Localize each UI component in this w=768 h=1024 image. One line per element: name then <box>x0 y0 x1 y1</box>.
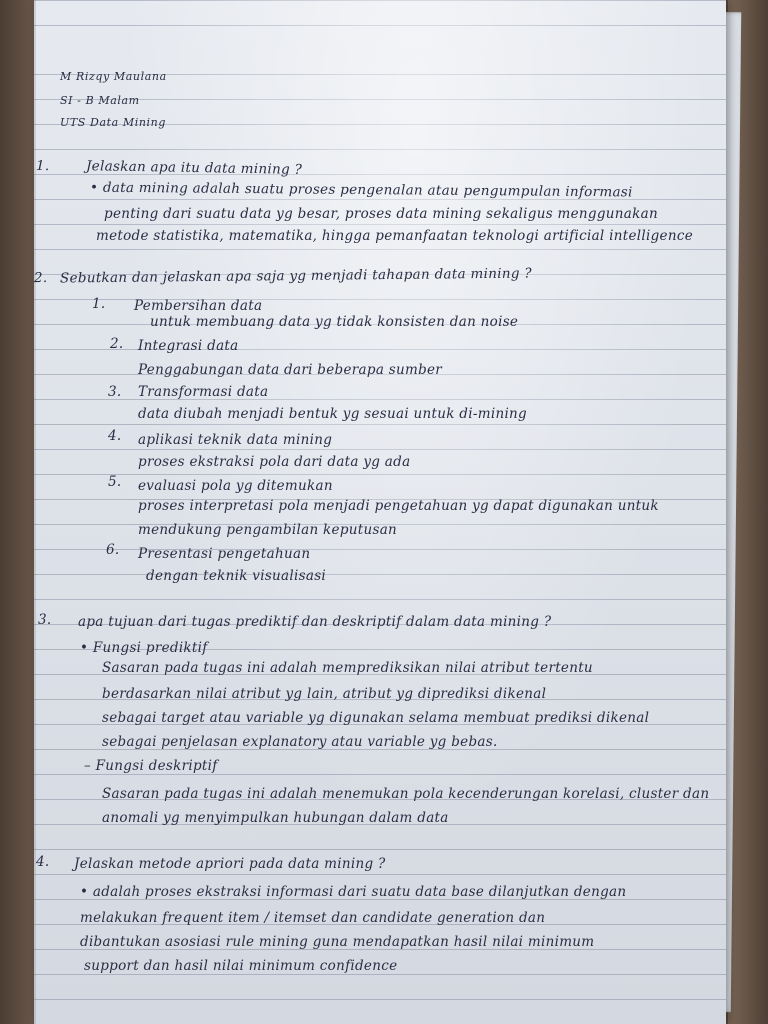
q3-predictive-line: berdasarkan nilai atribut yg lain, atribut yg diprediksi dikenal <box>102 686 547 702</box>
q4-answer-line: dibantukan asosiasi rule mining guna mendapatkan hasil nilai minimum <box>80 934 595 950</box>
q2-step-desc: dengan teknik visualisasi <box>146 568 327 584</box>
q3-predictive-heading: • Fungsi prediktif <box>80 640 208 656</box>
q4-question: Jelaskan metode apriori pada data mining ? <box>74 856 386 872</box>
exam-title: UTS Data Mining <box>60 116 167 129</box>
q4-answer-line: melakukan frequent item / itemset dan candidate generation dan <box>80 910 546 926</box>
q1-number: 1. <box>35 157 50 175</box>
q2-step-desc: data diubah menjadi bentuk yg sesuai untuk di-mining <box>138 406 527 422</box>
q2-step-desc: untuk membuang data yg tidak konsisten dan noise <box>150 314 519 330</box>
q3-descriptive-line: anomali yg menyimpulkan hubungan dalam data <box>102 810 449 826</box>
q2-step-desc-cont: mendukung pengambilan keputusan <box>138 522 398 538</box>
q2-step-number: 3. <box>108 384 122 400</box>
q2-step-desc: proses interpretasi pola menjadi pengetahuan yg dapat digunakan untuk <box>138 498 659 514</box>
q4-answer-line: support dan hasil nilai minimum confidence <box>84 958 398 974</box>
page-edge-shadow <box>34 0 36 1024</box>
table-surface-left <box>0 0 36 1024</box>
q2-number: 2. <box>34 269 48 287</box>
notebook-page <box>34 0 726 1024</box>
q1-answer-line: penting dari suatu data yg besar, proses data mining sekaligus menggunakan <box>104 206 658 222</box>
q2-step-desc: Penggabungan data dari beberapa sumber <box>138 362 443 378</box>
q2-step-title: evaluasi pola yg ditemukan <box>138 478 333 494</box>
q2-step-desc: proses ekstraksi pola dari data yg ada <box>138 454 411 470</box>
q2-step-title: Presentasi pengetahuan <box>138 546 311 562</box>
q2-step-number: 6. <box>106 542 120 558</box>
q2-step-number: 2. <box>110 336 124 352</box>
q3-question: apa tujuan dari tugas prediktif dan deskriptif dalam data mining ? <box>78 614 552 630</box>
q4-answer-line: • adalah proses ekstraksi informasi dari suatu data base dilanjutkan dengan <box>80 884 627 900</box>
q2-step-title: aplikasi teknik data mining <box>138 432 333 448</box>
q3-predictive-line: sebagai penjelasan explanatory atau variable yg bebas. <box>102 734 498 750</box>
q1-question: Jelaskan apa itu data mining ? <box>85 158 303 178</box>
q3-descriptive-line: Sasaran pada tugas ini adalah menemukan pola kecenderungan korelasi, cluster dan <box>102 786 710 802</box>
student-class: SI - B Malam <box>60 94 140 107</box>
q3-descriptive-heading: – Fungsi deskriptif <box>84 758 218 774</box>
q2-step-title: Pembersihan data <box>134 298 263 314</box>
q3-predictive-line: Sasaran pada tugas ini adalah memprediksikan nilai atribut tertentu <box>102 660 593 676</box>
q3-number: 3. <box>38 612 52 628</box>
q2-step-title: Transformasi data <box>138 384 269 400</box>
q3-predictive-line: sebagai target atau variable yg digunakan selama membuat prediksi dikenal <box>102 710 650 726</box>
q4-number: 4. <box>36 854 50 870</box>
q2-step-number: 4. <box>108 428 122 444</box>
q1-answer-line: • data mining adalah suatu proses pengenalan atau pengumpulan informasi <box>89 179 633 201</box>
q2-question: Sebutkan dan jelaskan apa saja yg menjadi tahapan data mining ? <box>59 265 532 287</box>
q2-step-title: Integrasi data <box>138 338 239 354</box>
q2-step-number: 1. <box>92 296 106 312</box>
q2-step-number: 5. <box>108 474 122 490</box>
student-name: M Rizqy Maulana <box>60 70 167 83</box>
q1-answer-line: metode statistika, matematika, hingga pemanfaatan teknologi artificial intelligence <box>96 228 693 244</box>
